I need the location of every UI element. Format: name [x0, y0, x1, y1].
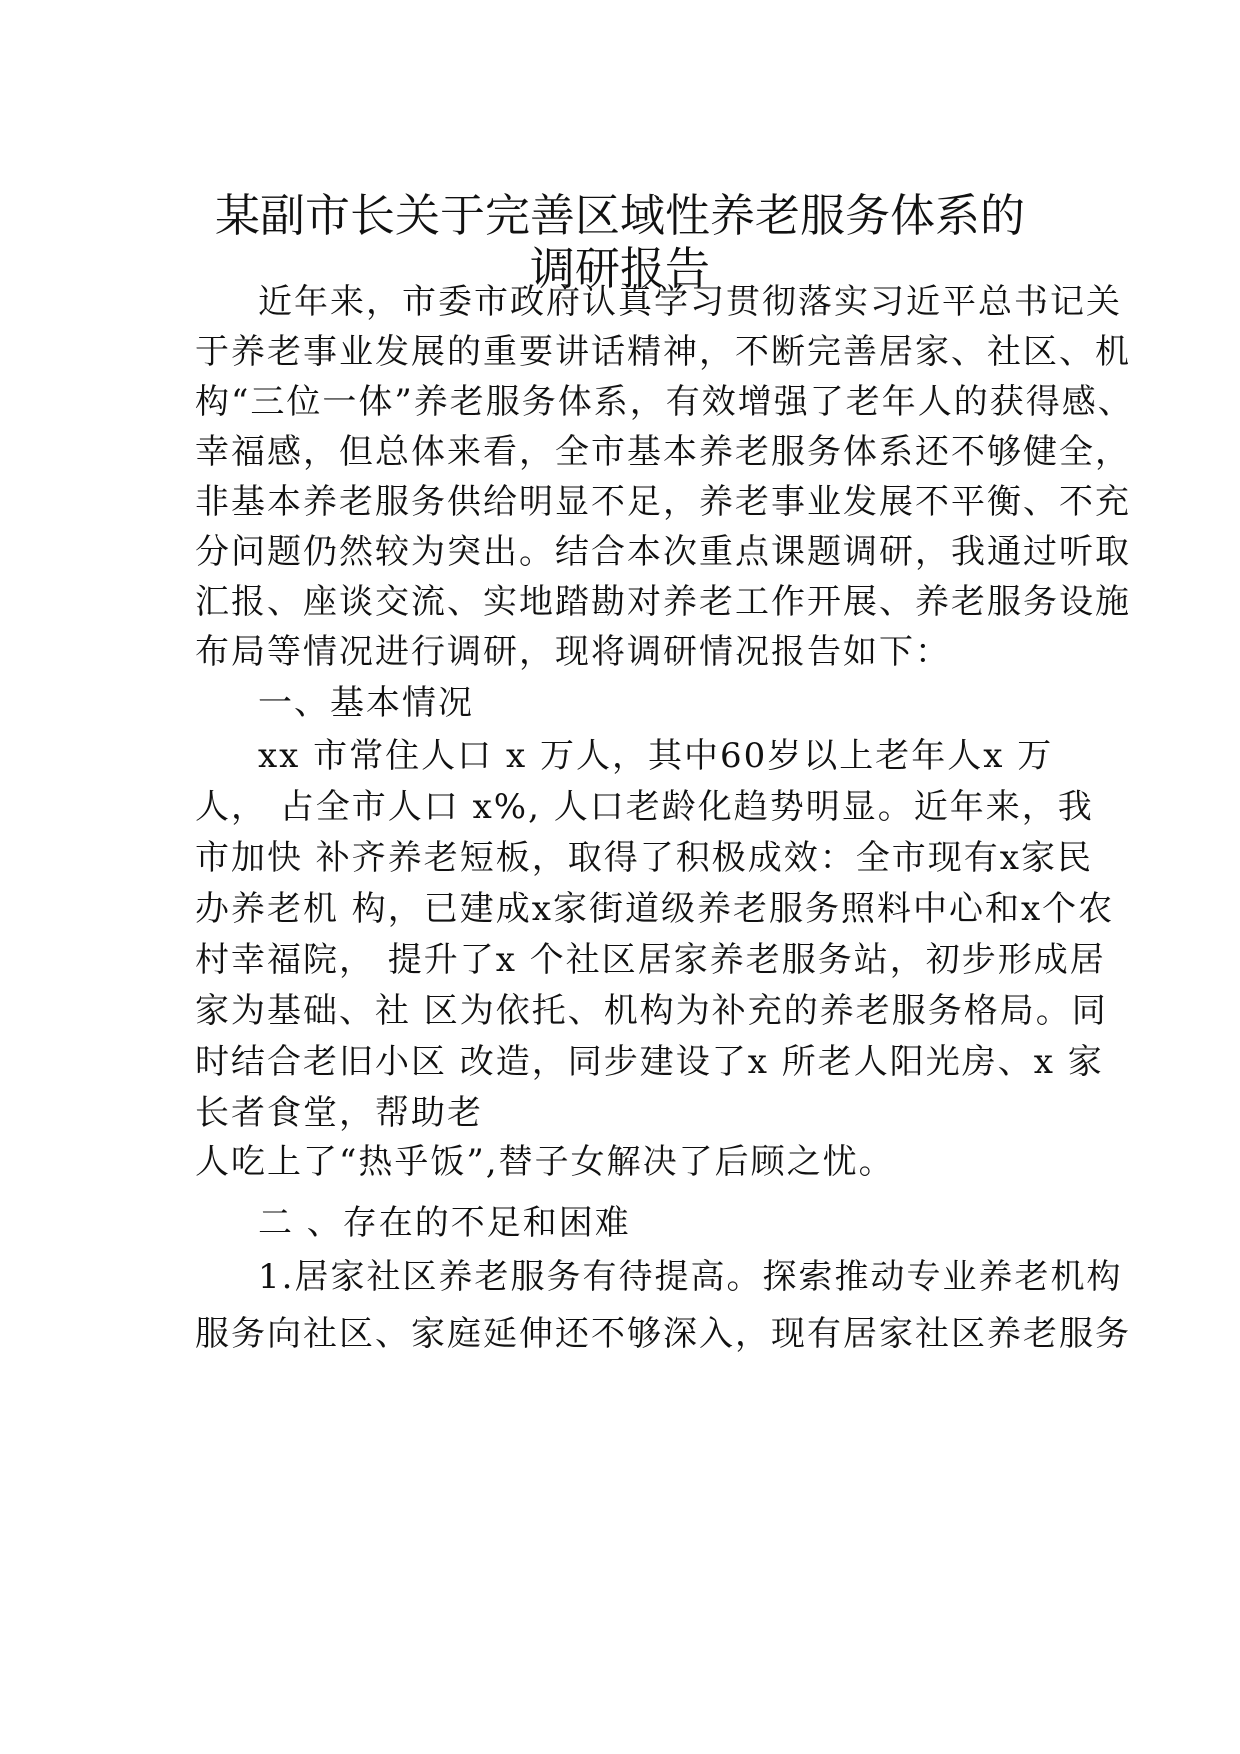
paragraph-line: 构“三位一体”养老服务体系，有效增强了老年人的获得感、 [195, 382, 1134, 422]
section-heading: 二 、存在的不足和困难 [258, 1203, 631, 1243]
paragraph-line: 布局等情况进行调研，现将调研情况报告如下： [195, 632, 951, 672]
paragraph-line: 1.居家社区养老服务有待提高。探索推动专业养老机构 [258, 1257, 1123, 1297]
paragraph-line: 汇报、座谈交流、实地踏勘对养老工作开展、养老服务设施 [195, 582, 1131, 622]
paragraph-line: 服务向社区、家庭延伸还不够深入，现有居家社区养老服务 [195, 1314, 1131, 1354]
paragraph-line: 村幸福院， 提升了x 个社区居家养老服务站，初步形成居 [195, 940, 1106, 980]
paragraph-line: 非基本养老服务供给明显不足，养老事业发展不平衡、不充 [195, 482, 1131, 522]
paragraph-line: 市加快 补齐养老短板，取得了积极成效：全市现有x家民 [195, 838, 1093, 878]
paragraph-line: 人吃上了“热乎饭”,替子女解决了后顾之忧。 [195, 1142, 895, 1182]
paragraph-line: 分问题仍然较为突出。结合本次重点课题调研，我通过听取 [195, 532, 1131, 572]
paragraph-line: xx 市常住人口 x 万人，其中60岁以上老年人x 万 [258, 736, 1054, 776]
paragraph-line: 办养老机 构，已建成x家街道级养老服务照料中心和x个农 [195, 889, 1115, 929]
paragraph-line: 人， 占全市人口 x%, 人口老龄化趋势明显。近年来，我 [195, 787, 1094, 827]
paragraph-line: 近年来，市委市政府认真学习贯彻落实习近平总书记关 [258, 282, 1122, 322]
document-title-line-1: 某副市长关于完善区域性养老服务体系的 [214, 189, 1025, 242]
paragraph-line: 长者食堂，帮助老 [195, 1093, 483, 1133]
paragraph-line: 于养老事业发展的重要讲话精神，不断完善居家、社区、机 [195, 332, 1131, 372]
paragraph-line: 时结合老旧小区 改造，同步建设了x 所老人阳光房、x 家 [195, 1042, 1104, 1082]
paragraph-line: 家为基础、社 区为依托、机构为补充的养老服务格局。同 [195, 991, 1108, 1031]
paragraph-line: 幸福感，但总体来看，全市基本养老服务体系还不够健全， [195, 432, 1131, 472]
document-title-line-2: 调研报告 [529, 242, 710, 295]
section-heading: 一、基本情况 [258, 683, 474, 723]
